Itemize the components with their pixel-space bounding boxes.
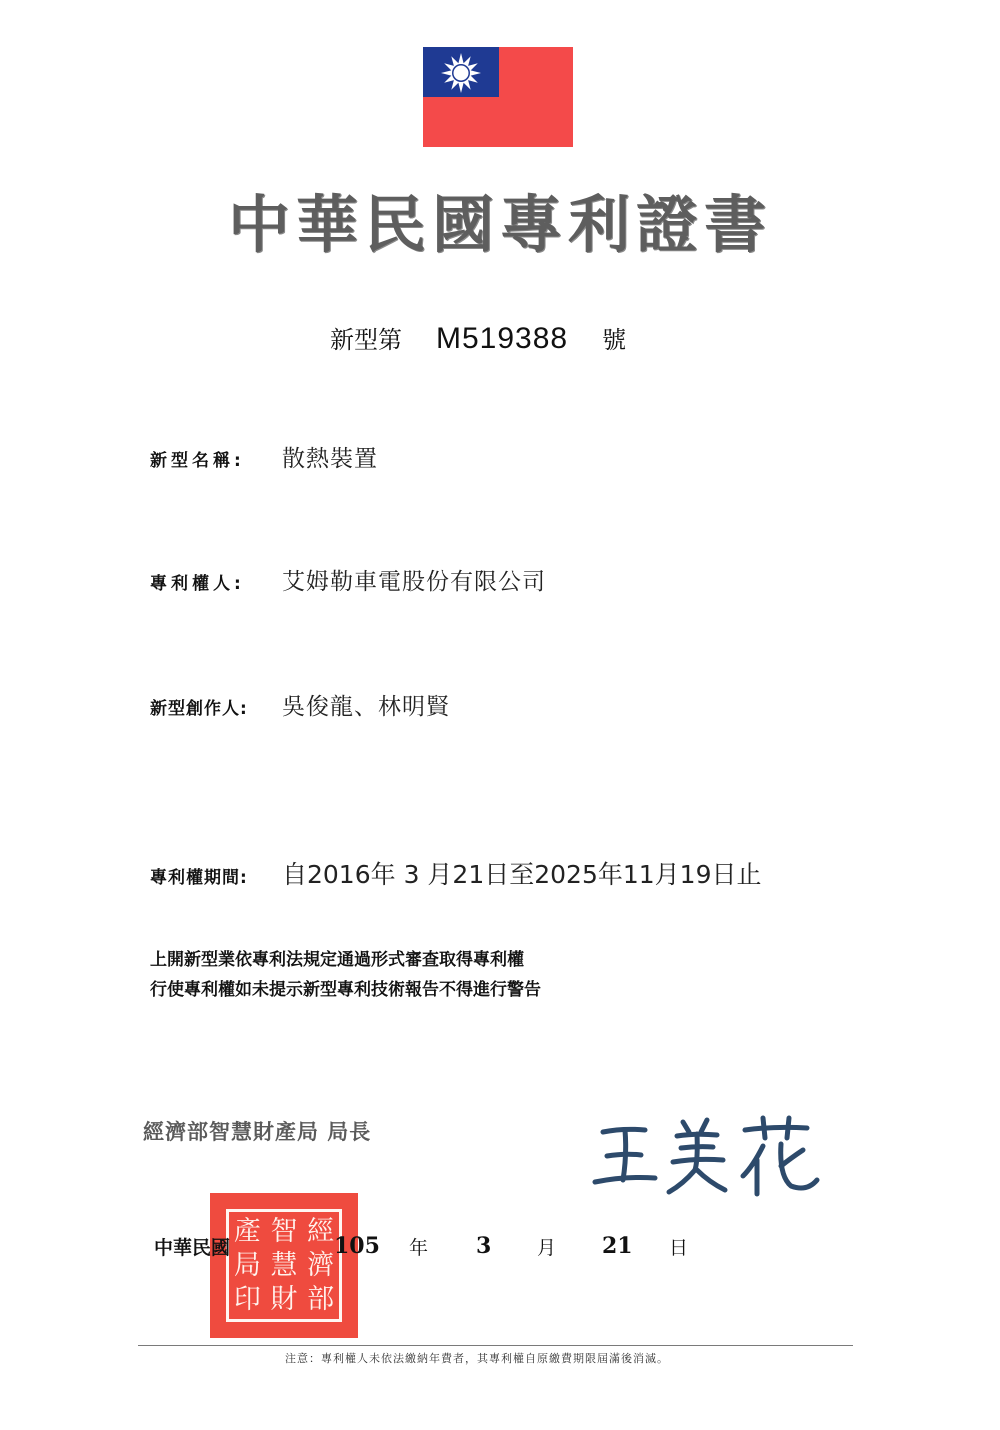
seal-column: 智 慧 財 [270,1215,298,1315]
date-month: 3 [476,1233,492,1259]
patent-number-suffix: 號 [602,326,627,354]
date-era: 中華民國 [154,1237,231,1259]
seal-column: 產 局 印 [233,1215,261,1315]
signature-drawing [585,1110,835,1200]
notice-line: 上開新型業依專利法規定通過形式審查取得專利權 [150,950,524,970]
flag-canton [423,47,499,97]
seal-frame [226,1209,342,1322]
white-sun-icon [439,51,483,95]
date-day-unit: 日 [669,1237,689,1259]
certificate-title: 中華民國專利證書 [227,188,772,261]
utility-model-name-row [150,440,378,473]
utility-model-name-label: 新型名稱: [150,451,245,471]
patentee-row [150,563,546,596]
official-seal [210,1193,358,1338]
patent-number-line [330,320,626,356]
director-title: 經濟部智慧財產局 局長 [143,1119,372,1144]
creator-value: 吳俊龍、林明賢 [282,694,450,720]
date-month-unit: 月 [537,1237,557,1259]
date-year-unit: 年 [409,1237,429,1259]
director-signature [585,1110,835,1200]
notice-block [150,945,541,1005]
patent-number-prefix: 新型第 [330,326,402,354]
patent-period-row [150,855,761,891]
utility-model-name-value: 散熱裝置 [282,446,378,472]
creator-label: 新型創作人: [150,699,248,719]
date-day: 21 [602,1233,633,1259]
date-year: 105 [334,1233,380,1259]
notice-line: 行使專利權如未提示新型專利技術報告不得進行警告 [150,980,541,1000]
seal-column: 經 濟 部 [307,1215,335,1315]
roc-flag [423,47,573,147]
patentee-value: 艾姆勒車電股份有限公司 [282,569,546,595]
patent-period-label: 專利權期間: [150,868,248,888]
patent-period-value: 自2016年 3 月21日至2025年11月19日止 [282,860,762,889]
creator-row [150,688,450,721]
patent-number: M519388 [436,322,569,355]
footnote: 注意：專利權人未依法繳納年費者，其專利權自原繳費期限屆滿後消滅。 [285,1352,669,1365]
patentee-label: 專利權人: [150,574,245,594]
footer-divider [138,1345,853,1346]
